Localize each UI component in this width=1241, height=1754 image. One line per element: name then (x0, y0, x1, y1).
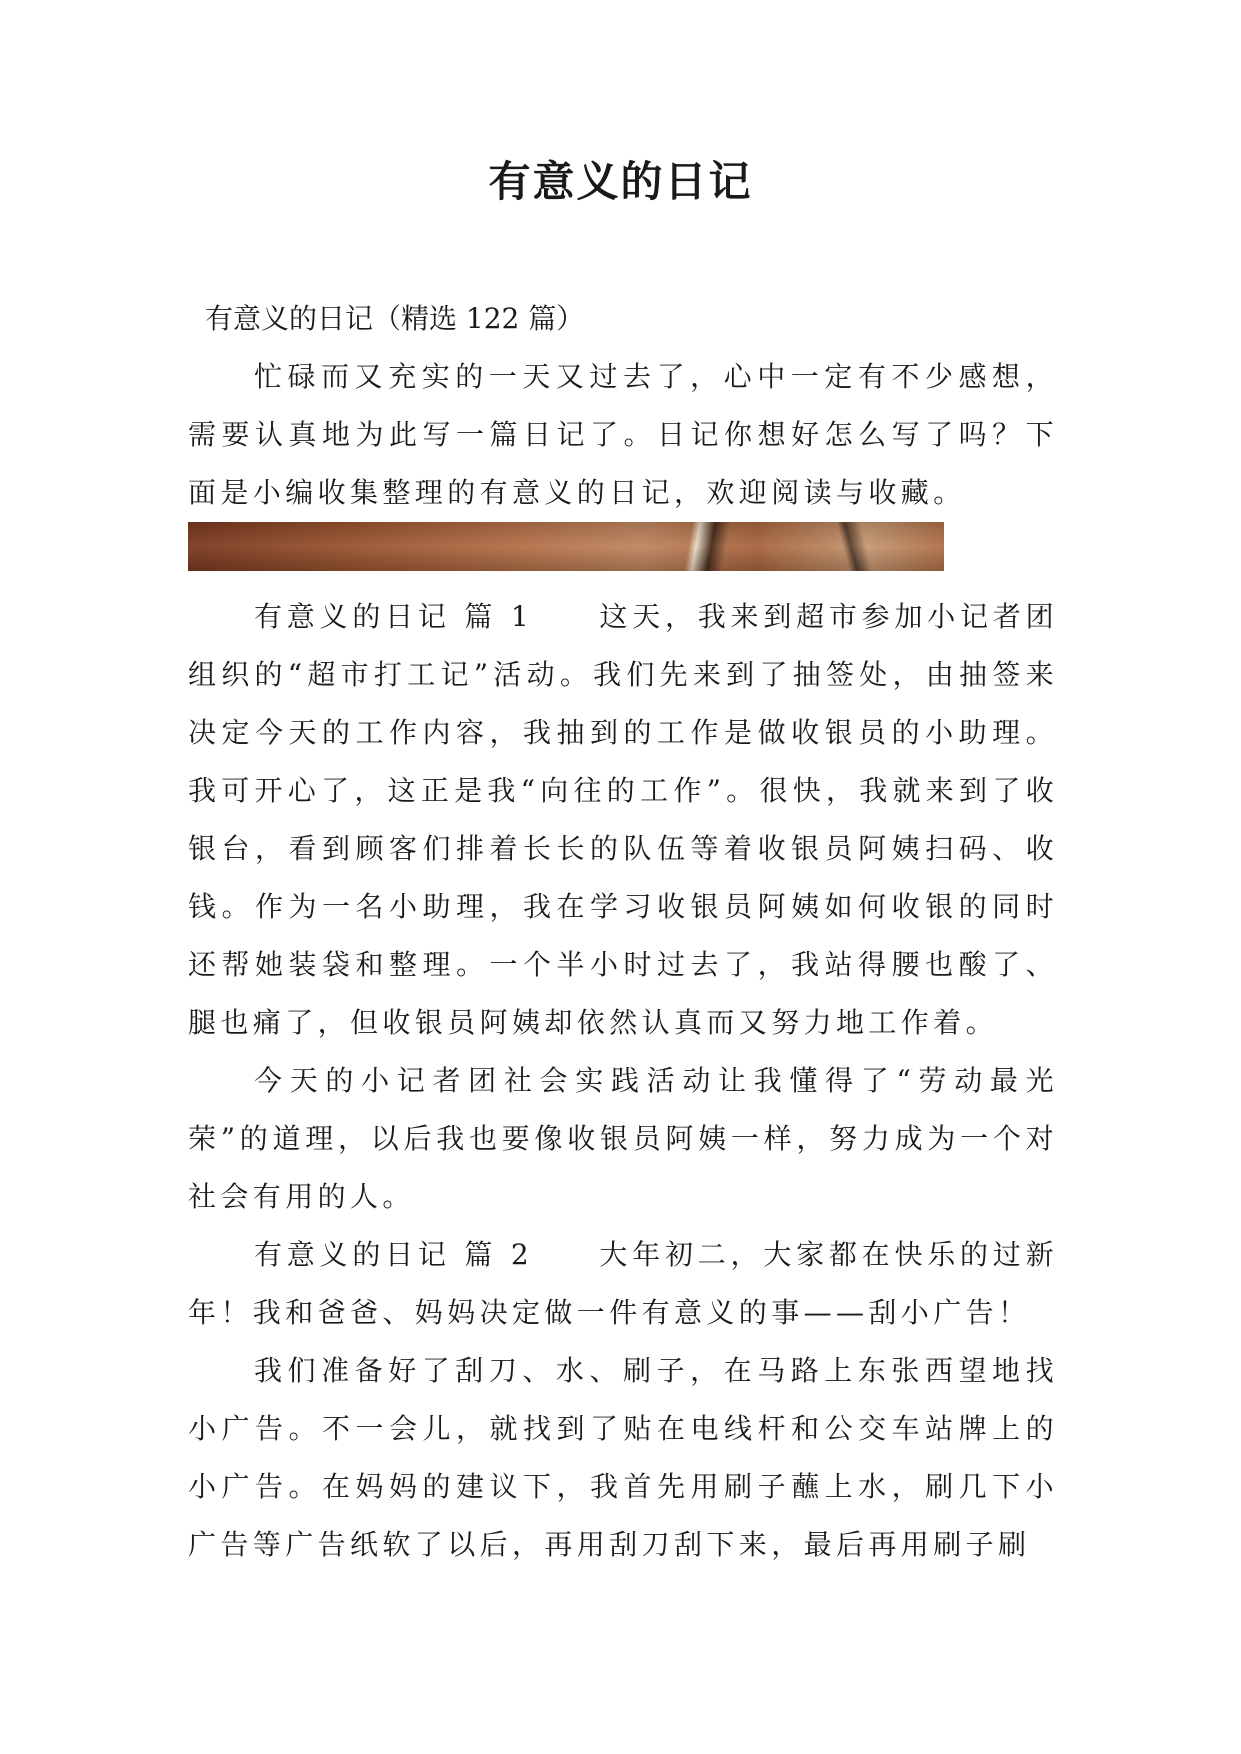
entry-2-paragraph-1 (188, 1226, 1058, 1342)
photo-shading (188, 522, 944, 571)
entry-2-paragraph-2: 我们准备好了刮刀、水、刷子，在马路上东张西望地找小广告。不一会儿，就找到了贴在电线杆和公交车站牌上的小广告。在妈妈的建议下，我首先用刷子蘸上水，刷几下小广告等广告纸软了以后，再用刮刀刮下来，最后再用刷子刷 (188, 1354, 1058, 1561)
entry-2-heading: 有意义的日记 篇 2 (254, 1238, 534, 1271)
wood-table-photo (188, 522, 944, 571)
document-body (188, 290, 1058, 1574)
entry-1-paragraph-1 (188, 588, 1058, 1052)
entry-1-heading: 有意义的日记 篇 1 (254, 600, 534, 633)
intro-paragraph: 忙碌而又充实的一天又过去了，心中一定有不少感想，需要认真地为此写一篇日记了。日记你想好怎么写了吗？下面是小编收集整理的有意义的日记，欢迎阅读与收藏。 (188, 360, 1058, 509)
entry-1-text-1: 这天，我来到超市参加小记者团组织的“超市打工记”活动。我们先来到了抽签处，由抽签来决定今天的工作内容，我抽到的工作是做收银员的小助理。我可开心了，这正是我“向往的工作”。很快，我就来到了收银台，看到顾客们排着长长的队伍等着收银员阿姨扫码、收钱。作为一名小助理，我在学习收银员阿姨如何收银的同时还帮她装袋和整理。一个半小时过去了，我站得腰也酸了、腿也痛了，但收银员阿姨却依然认真而又努力地工作着。 (188, 600, 1058, 1039)
entry-2-text-1: 大年初二，大家都在快乐的过新年！我和爸爸、妈妈决定做一件有意义的事——刮小广告！ (188, 1238, 1058, 1329)
document-title: 有意义的日记 (488, 157, 753, 206)
entry-1-paragraph-2: 今天的小记者团社会实践活动让我懂得了“劳动最光荣”的道理，以后我也要像收银员阿姨一样，努力成为一个对社会有用的人。 (188, 1064, 1058, 1213)
document-subtitle: 有意义的日记（精选 122 篇） (205, 302, 585, 335)
